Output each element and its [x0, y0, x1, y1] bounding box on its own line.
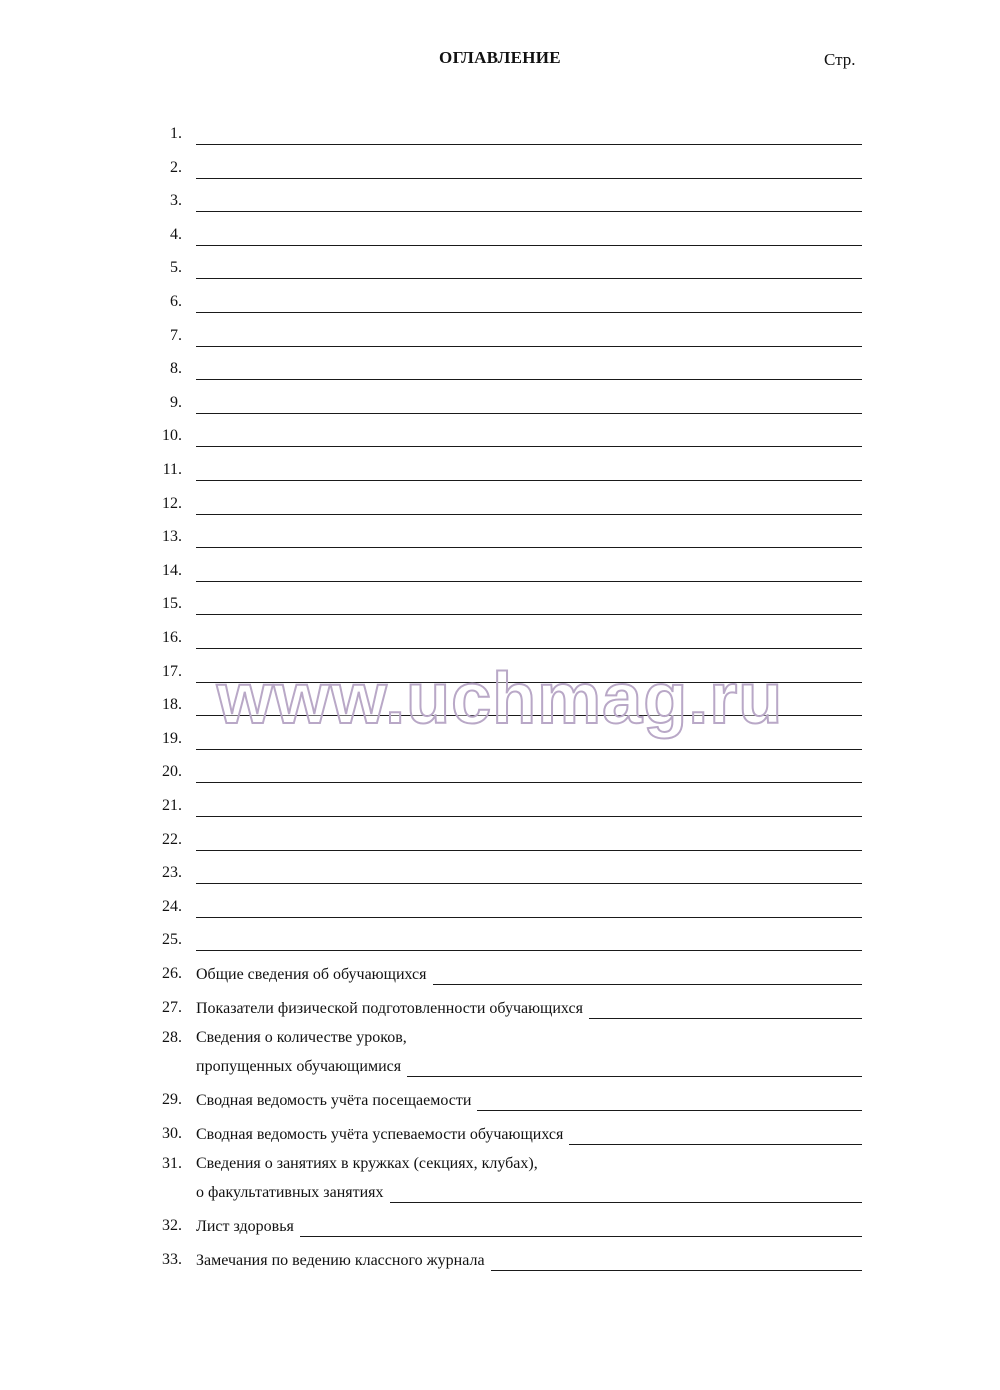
toc-row	[0, 1029, 1000, 1077]
toc-fill-line	[196, 882, 862, 884]
toc-row-number: 10.	[162, 427, 182, 444]
toc-row-number: 33.	[162, 1251, 182, 1268]
toc-fill-line	[196, 143, 862, 145]
toc-row-number: 2.	[170, 159, 182, 176]
toc-row-number: 19.	[162, 730, 182, 747]
toc-entry-label-continued: пропущенных обучающимися	[196, 1058, 402, 1075]
toc-row	[0, 485, 1000, 515]
toc-fill-line	[196, 748, 862, 750]
toc-row-number: 13.	[162, 528, 182, 545]
toc-fill-line	[491, 1269, 862, 1271]
toc-fill-line	[196, 445, 862, 447]
toc-entry	[196, 748, 862, 750]
toc-entry	[196, 1001, 862, 1019]
toc-row	[0, 182, 1000, 212]
toc-row	[0, 417, 1000, 447]
toc-row-number: 29.	[162, 1091, 182, 1108]
toc-entry-label: Сводная ведомость учёта успеваемости обучающихся	[196, 1126, 564, 1143]
toc-fill-line	[390, 1201, 862, 1203]
toc-fill-line	[196, 647, 862, 649]
toc-row	[0, 1241, 1000, 1271]
toc-fill-line	[196, 815, 862, 817]
toc-fill-line	[196, 378, 862, 380]
toc-fill-line	[196, 849, 862, 851]
toc-fill-line	[589, 1017, 862, 1019]
toc-fill-line	[196, 916, 862, 918]
toc-row	[0, 451, 1000, 481]
toc-fill-line	[196, 244, 862, 246]
toc-row	[0, 1115, 1000, 1145]
toc-row-number: 16.	[162, 629, 182, 646]
toc-row	[0, 585, 1000, 615]
toc-fill-line	[196, 177, 862, 179]
toc-row	[0, 552, 1000, 582]
toc-row	[0, 115, 1000, 145]
toc-row	[0, 888, 1000, 918]
toc-entry	[196, 513, 862, 515]
toc-row-number: 20.	[162, 763, 182, 780]
toc-fill-line	[196, 781, 862, 783]
toc-entry	[196, 1185, 862, 1203]
page-column-label: Стр.	[824, 50, 856, 69]
toc-row-number: 5.	[170, 259, 182, 276]
toc-entry	[196, 345, 862, 347]
toc-entry	[196, 244, 862, 246]
toc-entry-label: Сводная ведомость учёта посещаемости	[196, 1092, 472, 1109]
toc-entry-label: Сведения о занятиях в кружках (секциях, клубах),	[196, 1155, 538, 1172]
toc-row-number: 11.	[162, 461, 182, 478]
toc-fill-line	[407, 1075, 862, 1077]
toc-entry	[196, 815, 862, 817]
toc-row	[0, 921, 1000, 951]
toc-row-number: 21.	[162, 797, 182, 814]
toc-row-number: 18.	[162, 696, 182, 713]
toc-row-number: 30.	[162, 1125, 182, 1142]
toc-fill-line	[196, 513, 862, 515]
toc-fill-line	[196, 311, 862, 313]
toc-row	[0, 249, 1000, 279]
toc-entry-label: Показатели физической подготовленности обучающихся	[196, 1000, 583, 1017]
toc-row	[0, 1155, 1000, 1203]
toc-entry	[196, 916, 862, 918]
toc-fill-line	[433, 983, 862, 985]
toc-row	[0, 989, 1000, 1019]
toc-row	[0, 686, 1000, 716]
toc-row	[0, 854, 1000, 884]
toc-row-number: 31.	[162, 1155, 182, 1172]
toc-entry-label-continued: о факультативных занятиях	[196, 1184, 384, 1201]
toc-row	[0, 720, 1000, 750]
toc-row	[0, 283, 1000, 313]
toc-entry	[196, 714, 862, 716]
toc-row-number: 7.	[170, 327, 182, 344]
toc-fill-line	[196, 210, 862, 212]
toc-row	[0, 1081, 1000, 1111]
toc-row	[0, 216, 1000, 246]
toc-row-number: 15.	[162, 595, 182, 612]
page-title: ОГЛАВЛЕНИЕ	[439, 48, 561, 67]
toc-entry	[196, 849, 862, 851]
watermark: www.uchmag.ru	[216, 659, 784, 739]
toc-entry	[196, 143, 862, 145]
toc-row	[0, 149, 1000, 179]
toc-entry	[196, 681, 862, 683]
toc-fill-line	[196, 479, 862, 481]
toc-row-number: 22.	[162, 831, 182, 848]
toc-entry	[196, 177, 862, 179]
toc-entry	[196, 1093, 862, 1111]
toc-fill-line	[196, 345, 862, 347]
toc-row-number: 6.	[170, 293, 182, 310]
toc-row-number: 17.	[162, 663, 182, 680]
toc-entry	[196, 1059, 862, 1077]
toc-row	[0, 753, 1000, 783]
toc-row-number: 1.	[170, 125, 182, 142]
toc-entry	[196, 479, 862, 481]
toc-entry	[196, 311, 862, 313]
toc-fill-line	[477, 1109, 862, 1111]
toc-row	[0, 619, 1000, 649]
toc-row-number: 3.	[170, 192, 182, 209]
toc-fill-line	[196, 613, 862, 615]
toc-row-number: 25.	[162, 931, 182, 948]
toc-row	[0, 787, 1000, 817]
toc-row-number: 8.	[170, 360, 182, 377]
toc-fill-line	[569, 1143, 862, 1145]
toc-row-number: 26.	[162, 965, 182, 982]
toc-row-number: 24.	[162, 898, 182, 915]
toc-entry	[196, 580, 862, 582]
toc-row	[0, 955, 1000, 985]
toc-fill-line	[196, 681, 862, 683]
toc-entry	[196, 613, 862, 615]
toc-row	[0, 384, 1000, 414]
toc-entry	[196, 277, 862, 279]
toc-row	[0, 350, 1000, 380]
toc-entry	[196, 949, 862, 951]
toc-entry	[196, 882, 862, 884]
toc-fill-line	[196, 412, 862, 414]
toc-fill-line	[196, 546, 862, 548]
toc-fill-line	[196, 714, 862, 716]
toc-row-number: 12.	[162, 495, 182, 512]
toc-row-number: 27.	[162, 999, 182, 1016]
toc-row-number: 14.	[162, 562, 182, 579]
toc-entry	[196, 1219, 862, 1237]
toc-entry	[196, 546, 862, 548]
toc-entry	[196, 445, 862, 447]
toc-entry-label: Лист здоровья	[196, 1218, 294, 1235]
toc-entry	[196, 412, 862, 414]
toc-entry-label: Замечания по ведению классного журнала	[196, 1252, 485, 1269]
toc-entry	[196, 1253, 862, 1271]
toc-entry-label: Сведения о количестве уроков,	[196, 1029, 407, 1046]
toc-entry-label: Общие сведения об обучающихся	[196, 966, 427, 983]
toc-entry	[196, 378, 862, 380]
toc-row-number: 4.	[170, 226, 182, 243]
toc-row	[0, 1207, 1000, 1237]
toc-row	[0, 653, 1000, 683]
toc-row	[0, 821, 1000, 851]
toc-entry	[196, 967, 862, 985]
toc-fill-line	[196, 580, 862, 582]
toc-fill-line	[300, 1235, 862, 1237]
toc-row-number: 28.	[162, 1029, 182, 1046]
toc-fill-line	[196, 277, 862, 279]
toc-entry	[196, 210, 862, 212]
toc-entry	[196, 1127, 862, 1145]
toc-row	[0, 317, 1000, 347]
toc-fill-line	[196, 949, 862, 951]
toc-row	[0, 518, 1000, 548]
toc-row-number: 32.	[162, 1217, 182, 1234]
toc-entry	[196, 781, 862, 783]
toc-entry	[196, 647, 862, 649]
toc-row-number: 9.	[170, 394, 182, 411]
toc-row-number: 23.	[162, 864, 182, 881]
